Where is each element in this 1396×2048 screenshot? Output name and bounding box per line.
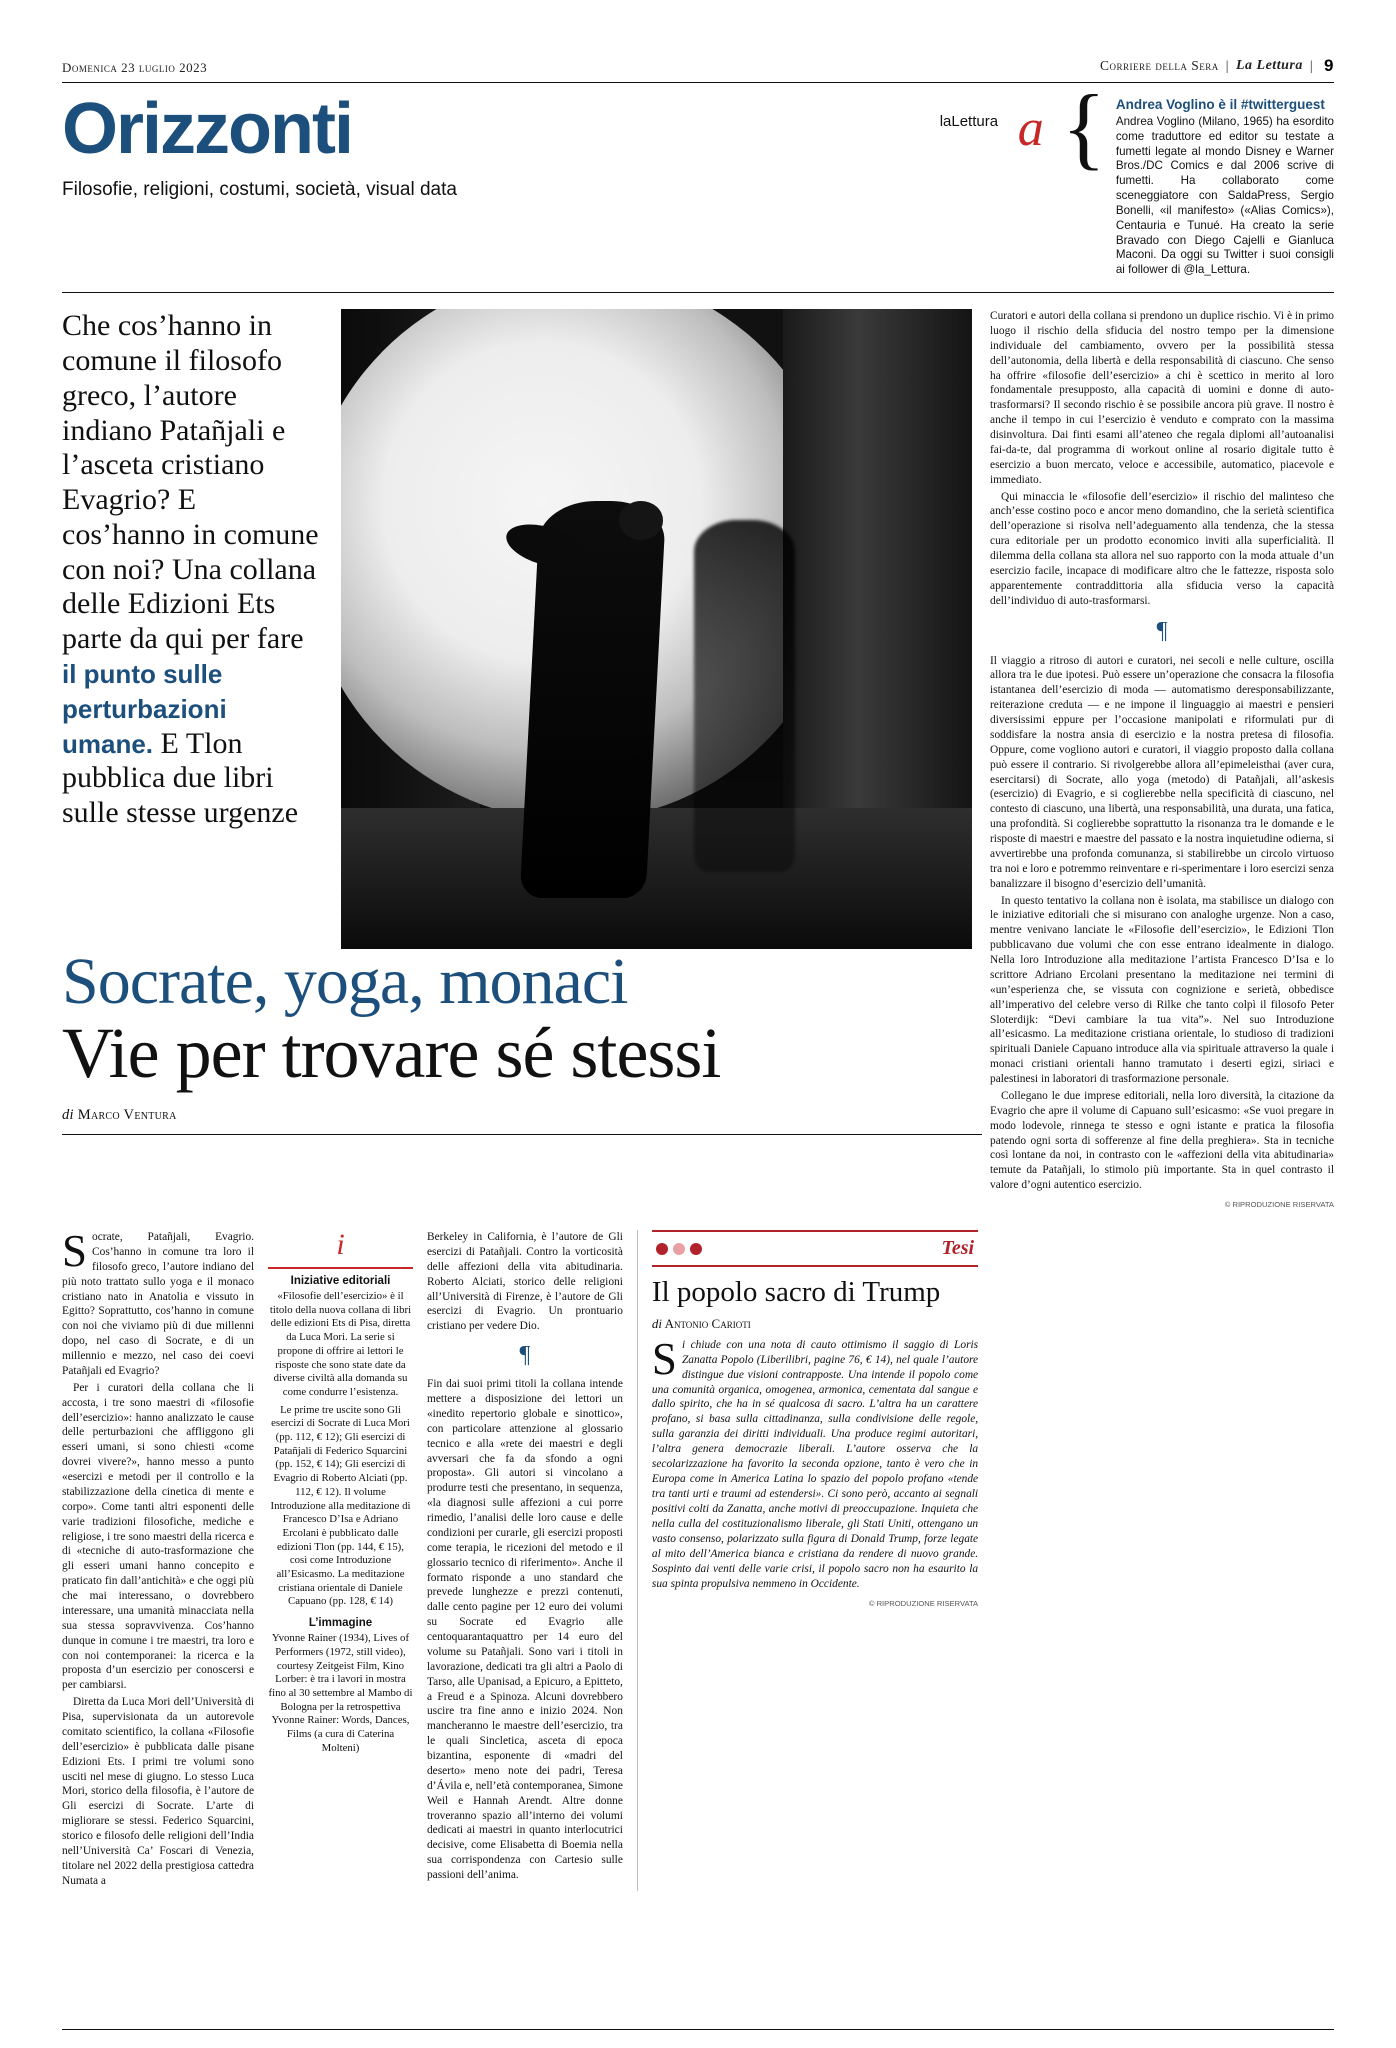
info-divider: [268, 1267, 413, 1269]
right-para-0: Curatori e autori della collana si prendono un duplice rischio. Vi è in primo luogo il rischio della sfiducia del nostro tempo per la dimensione individuale del cambiamento, ovvero per la possibilità stessa dell’autonomia, della libertà e della responsabilità di ciascuno. Che senso ha offrire «filosofie dell’esercizio» a chi è scettico in merito al loro fondamentale presupposto, alla capacità di uomini e donne di auto-trasformarsi? Il secondo rischio è se possibile ancora più grave. Il nostro è anche il tempo in cui l’esercizio è venduto e comprato con la massima disinvoltura. Dai finti esami all’ateneo che regala diplomi all’autoanalisi fai-da-te, dal programma di workout online al rosario digitale tutto è esercizio a buon mercato, veloce e accessibile, automatico, piacevole e immediato.: [990, 310, 1334, 486]
supplement-name: La Lettura: [1235, 58, 1303, 73]
pilcrow-icon: ¶: [1156, 617, 1168, 644]
twitterguest-box: [939, 76, 1334, 278]
info-section-2-body: Yvonne Rainer (1934), Lives of Performers (1972, still video), courtesy Zeitgeist Film, Kino Lorber: è tra i lavori in mostra fino al 30 settembre al Mambo di Bologna per la retrospettiva Yvonne Rainer: Words, Dances, Films (a cura di Caterina Molteni): [268, 1632, 413, 1754]
lalettura-logo: [940, 97, 1052, 183]
article-photo: [341, 309, 972, 949]
deck-highlight: il punto sulle perturbazioni umane.: [62, 659, 227, 759]
right-para-1: Qui minaccia le «filosofie dell’esercizio» il rischio del malinteso che anch’esse costino poco e ancor meno domandino, che la serietà scientifica dell’operazione si risolva nell’adeguamento alla tendenza, che la stessa cura editoriale per un prodotto economico inviti alla superficialità. Il dilemma della collana sta allora nel suo rapporto con la moda attuale d’un esercizio facile, incapace di modificare altro che le fattezze, risposta solo apparentemente contraddittoria alla sfiducia verso la capacità dell’individuo di auto-trasformarsi.: [990, 490, 1334, 607]
info-box: [268, 1230, 413, 1891]
info-section-1-body2: Le prime tre uscite sono Gli esercizi di Socrate di Luca Mori (pp. 112, € 12); Gli esercizi di Patañjali di Federico Squarcini (pp. 152, € 14); Gli esercizi di Evagrio di Roberto Alciati (pp. 112, € 12). Il volume Introduzione alla meditazione di Francesco D’Isa e Adriano Ercolani è pubblicato dalle edizioni Tlon (pp. 144, € 15), così come Introduzione all’Esicasmo. La meditazione cristiana orientale di Daniele Capuano (pp. 128, € 14): [270, 1403, 411, 1608]
tesi-para-0: Si chiude con una nota di cauto ottimismo il saggio di Loris Zanatta Popolo (Liberilibri, pagine 76, € 14), nel quale l’autore distingue due visioni contrapposte. Una intende il popolo come una comunità organica, omogenea, armonica, cementata dal sangue e dallo spirito, che ha in sé qualcosa di sacro. L’altra ha un carattere profano, si basa sulla cittadinanza, sulla condivisione delle regole, sulla garanzia dei diritti individuali. Una produce regimi autoritari, l’altra genera democrazie liberali. L’autore osserva che la secolarizzazione ha favorito la seconda opzione, tanto è vero che in Europa come in America Latina lo spazio del popolo profano «tende tra tanti urti e traumi ad estendersi». Ci sono però, accanto ai segnali positivi colti da Zanatta, anche motivi di preoccupazione. Inquieta che nella culla del costituzionalismo liberale, gli Stati Uniti, ottengano un vasto consenso, polarizzato sulla figura di Donald Trump, forze legate al mito dell’America bianca e cristiana da rendere di nuovo grande. Sospinto dai venti delle varie crisi, il popolo sacro non ha esaurito la sua spinta propulsiva nemmeno in Occidente.: [651, 1333, 979, 1590]
section-subtitle: Filosofie, religioni, costumi, società, visual data: [62, 179, 457, 200]
info-section-1-body: «Filosofie dell’esercizio» è il titolo della nuova collana di libri delle edizioni Ets di Pisa, diretta da Luca Mori. La serie si propone di offrire ai lettori le risposte che sono state date da diverse civiltà alla domanda su come condurre l’esistenza.: [269, 1290, 412, 1398]
tesi-body: [651, 1333, 979, 1592]
masthead-left: [62, 89, 902, 201]
info-icon: i: [336, 1228, 345, 1261]
paper-name: Corriere della Sera: [1100, 58, 1219, 73]
byline-prefix: di: [62, 1106, 74, 1123]
body-para-1-1: Per i curatori della collana che li accosta, i tre sono maestri di «filosofie dell’esercizio»: hanno analizzato le cause delle perturbazioni che affliggono gli esseri umani, si sono chiesti «come dovrei vivere?», hanno messo a punto «esercizi e metodi per il controllo e la stabilizzazione della cinetica di mente e corpo». Come tanti altri esponenti delle varie tradizioni filosofiche, mediche e religiose, i tre sono maestri della ricerca e di «tecniche di auto-trasformazione che gli esseri umani hanno concepito e praticato fin dall’antichità» e che oggi più che mai interessano, o dovrebbero interessare, una umanità minacciata nella sua stessa sopravvivenza. Cos’hanno dunque in comune i tre maestri, tra loro e con noi contemporanei: la ricerca e la proposta d’un esercizio per conoscersi e per cambiarsi.: [62, 1381, 254, 1692]
tesi-byline-author: Antonio Carioti: [664, 1315, 751, 1331]
page-header: [62, 56, 1334, 76]
deck-part1: Che cos’hanno in comune il filosofo greco, l’autore indiano Patañjali e l’asceta cristiano Evagrio? E cos’hanno in comune con noi? Una collana delle Edizioni Ets parte da qui per fare: [62, 309, 319, 656]
tesi-label: Tesi: [941, 1237, 975, 1259]
page-footer-divider: [62, 2029, 1334, 2030]
body-para-1-0: Socrate, Patañjali, Evagrio. Cos’hanno in comune tra loro il filosofo greco, l’autore indiano del più noto trattato sullo yoga e il monaco cristiano nato in Anatolia e vissuto in Egitto? Soprattutto, cos’hanno in comune con noi che viviamo più di due millenni dopo, nel caso di Socrate, e di un millennio e mezzo, nel caso dei coevi Patañjali ed Evagrio?: [62, 1226, 254, 1377]
tesi-header: [652, 1230, 978, 1267]
issue-date: Domenica 23 luglio 2023: [62, 60, 208, 75]
right2-para-0: Il viaggio a ritroso di autori e curatori, nei secoli e nelle culture, oscilla allora tra le due ipotesi. Può essere un’operazione che consacra la filosofia istantanea dell’esercizio di moda — automatismo deresponsabilizzante, reiterazione creduta — e ne impone il linguaggio ai maestri e pensieri diversissimi eppure per l’occasione manipolati e riformulati pur di soddisfare la nostra ansia di esercizio e la nostra pretesa di filosofia. Oppure, come vogliono autori e curatori, il viaggio proposto dalla collana può essere il contrario. Si rivolgerebbe allora all’epimeleisthai (aver cura, esercitarsi) di Socrate, allo yoga (metodo) di Patañjali, all’askesis (esercizio) di Evagrio, e si coglierebbe nella specificità di ciascuno, nel contesto di ciascuno, una libertà, una responsabilità, una durata, una fatica, una profondità. Si coglierebbe soprattutto la risonanza tra le domande e le risposte di maestri e maestre del passato e la nostra inquietudine odierna, si avvertirebbe una profonda comunanza, si stabilirebbe un circolo virtuoso tra noi e loro e potremmo reinventare e ri-sperimentare i loro esercizi senza banalizzare il bisogno d’esercizio dell’umanità.: [990, 654, 1334, 890]
right2-para-1: In questo tentativo la collana non è isolata, ma stabilisce un dialogo con le iniziative editoriali che si misurano con analoghe urgenze. Non a caso, mentre venivano lanciate le «Filosofie dell’esercizio», le Edizioni Tlon pubblicavano due volumi che con esse entrano idealmente in dialogo. Nella loro Introduzione alla meditazione l’artista Francesco D’Isa e lo scrittore Adriano Ercolani presentano la meditazione nei termini di «un’esperienza che, se vissuta con cognizione e serietà, obbedisce all’imperativo del celebre verso di Rilke che tanto colpì il filosofo Peter Sloterdijk: “Devi cambiare la tua vita”». Nel suo Introduzione all’esicasmo. La meditazione cristiana orientale, lo studioso di tradizioni spirituali Daniele Capuano introduce alla via spirituale attraverso la quale i monaci cristiani orientali hanno tramutato i deserti egizi, siriaci e palestinesi in laboratori di trasformazione personale.: [990, 894, 1334, 1086]
article-byline: [62, 1107, 982, 1124]
tesi-byline-prefix: di: [651, 1315, 663, 1331]
pilcrow-icon-2: ¶: [519, 1342, 531, 1369]
right-column-spacer: [992, 1230, 1334, 1891]
article-deck: [62, 309, 323, 831]
tesi-byline: [652, 1316, 978, 1332]
headline-sub: Vie per trovare sé stessi: [62, 1013, 721, 1094]
header-divider: [62, 82, 1334, 83]
page-number: 9: [1324, 56, 1334, 75]
info-section-1-title: Iniziative editoriali: [290, 1275, 391, 1287]
tesi-title: Il popolo sacro di Trump: [651, 1276, 941, 1308]
right-column: [990, 309, 1334, 1209]
body-para-1-2: Diretta da Luca Mori dell’Università di Pisa, supervisionata da un autorevole comitato scientifico, la collana «Filosofie dell’esercizio» è pubblicata dalle pisane Edizioni Ets. I primi tre volumi sono usciti nel mese di giugno. Lo stesso Luca Mori, storico della filosofia, è l’autore de Gli esercizi di Socrate. L’arte di migliorare se stessi. Federico Squarcini, storico e filosofo delle religioni dell’India nell’Università Ca’ Foscari di Venezia, titolare nel 2022 della prestigiosa cattedra Numata a: [62, 1696, 254, 1887]
masthead-divider: [62, 292, 1334, 293]
body-para-2-1: Fin dai suoi primi titoli la collana intende mettere a disposizione dei lettori un «inedito repertorio globale e sinottico», con particolare attenzione al glossario tecnico e alla «rete dei maestri e degli avversari che fa da sfondo a ogni proposta». Gli autori si vincolano a produrre testi che presentano, in sequenza, «la diagnosi sulle affezioni a cui porre rimedio, l’analisi delle loro cause e delle condizioni per curarle, gli esercizi proposti come terapia, le ricezioni del metodo e il glossario tecnico di riferimento». Anche il formato risponde a uno standard che prevede lunghezze e prezzi contenuti, dalle cento pagine per 12 euro dei volumi su Socrate ed Evagrio alle centoquarantaquattro per 14 euro del volume su Patañjali. Sono vari i titoli in lavorazione, dedicati tra gli altri a Paolo di Tarso, alle Upanisad, a Epicuro, a Epitteto, a Freud e a Spinoza. Alcuni dovrebbero uscire tra fine anno e inizio 2024. Non mancheranno le maestre dell’esercizio, tra le quali Sincletica, asceta di epoca bizantina, esponente di «madri del deserto» meno note dei padri, Teresa d’Ávila e, nell’età contemporanea, Simone Weil e Hannah Arendt. Altre donne troveranno spazio all’interno dei volumi dedicati ai maestri in quanto interlocutrici decisive, come Elisabetta di Boemia nella sua corrispondenza con Cartesio sulle passioni dell’anima.: [426, 1378, 623, 1881]
twitterguest-title: Andrea Voglino è il #twitterguest: [1115, 97, 1325, 112]
brace-glyph: {: [1061, 76, 1106, 178]
right2-para-2: Collegano le due imprese editoriali, nella loro diversità, la citazione da Evagrio che apre il volume di Capuano sull’esicasmo: «Se vuoi pregare in modo lodevole, rinnega te stesso e ogni istante e pratica la filosofia patendo ogni sorta di sofferenze al fine della preghiera». Sta in tecniche così lontane da noi, in contrasto con le «affezioni della vita abitudinaria» temute da Patañjali, lo stimolo più importante. Sta in quel contrasto il valore d’ogni autentico esercizio.: [990, 1089, 1334, 1192]
lower-text-area: [62, 1226, 1334, 1891]
tesi-copyright: © RIPRODUZIONE RISERVATA: [868, 1598, 979, 1608]
body-column-1: [62, 1226, 254, 1891]
section-title: Orizzonti: [62, 89, 352, 169]
body-column-2: [427, 1230, 623, 1891]
twitterguest-text: [1116, 97, 1334, 278]
headline-block: [62, 930, 982, 1143]
logo-letter: a: [1017, 100, 1044, 157]
paper-identity: Corriere della Sera | La Lettura | 9: [1100, 56, 1334, 75]
right-opening-text: [990, 309, 1334, 1209]
info-section-2-title: L’immagine: [308, 1617, 373, 1630]
tesi-dots-icon: [656, 1243, 702, 1255]
tesi-box: [652, 1230, 978, 1891]
masthead: [62, 76, 1334, 278]
right-copyright: © RIPRODUZIONE RISERVATA: [1224, 1200, 1334, 1210]
body-para-2-0: Berkeley in California, è l’autore de Gli esercizi di Patañjali. Contro la vorticosità delle affezioni della vita abitudinaria. Roberto Alciati, storico delle religioni all’Università di Firenze, è l’autore de Gli esercizi di Evagrio. Un prontuario cristiano per vedere Dio.: [426, 1231, 623, 1333]
twitterguest-body: Andrea Voglino (Milano, 1965) ha esordito come traduttore ed editor su testate a fumetti legate al mondo Disney e Warner Bros./DC Comics e dal 2006 scrive di fumetti. Ha collaborato come sceneggiatore con SaldaPress, Sergio Bonelli, «il manifesto» («Alias Comics»), Centauria e Tunué. Ha creato la serie Bravado con Diego Cajelli e Gianluca Maconi. Da oggi su Twitter i suoi consigli ai follower di @la_Lettura.: [1115, 115, 1334, 277]
byline-author: Marco Ventura: [77, 1106, 177, 1123]
headline-main: Socrate, yoga, monaci: [62, 945, 628, 1018]
deck-part2: E Tlon pubblica due libri sulle stesse urgenze: [62, 726, 299, 830]
byline-divider: [62, 1134, 982, 1135]
logo-text: laLettura: [939, 113, 999, 130]
column-divider: [637, 1230, 638, 1891]
